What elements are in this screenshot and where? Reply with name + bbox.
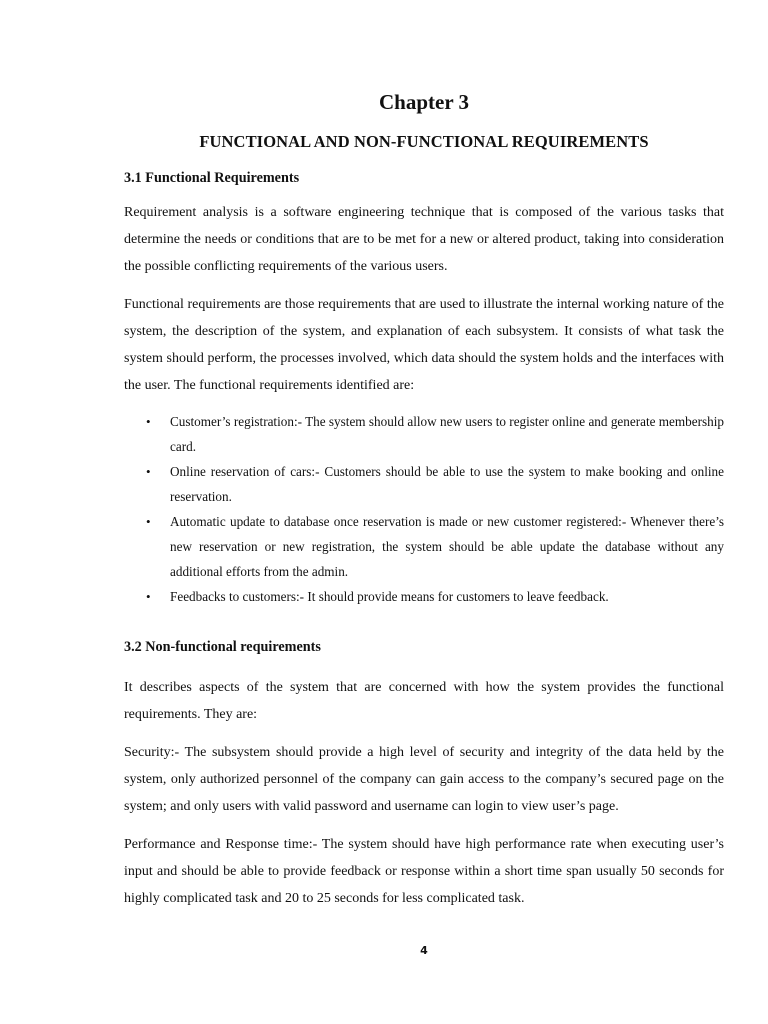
section-heading-functional: 3.1 Functional Requirements bbox=[124, 170, 300, 186]
security-label: Security:- bbox=[124, 745, 180, 760]
paragraph-performance: Performance and Response time:- The system should have high performance rate when executing user’s input and should be able to provide feedback or response within a short time span usually 50 seconds for highly complicated task and 20 to 25 seconds for less complicated task. bbox=[124, 837, 724, 906]
paragraph-requirement-analysis: Requirement analysis is a software engineering technique that is composed of the various tasks that determine the needs or conditions that are to be met for a new or altered product, taking into consideration the possible conflicting requirements of the various users. bbox=[124, 205, 724, 274]
list-item bbox=[146, 584, 724, 609]
list-item bbox=[146, 409, 724, 459]
page-content bbox=[124, 168, 724, 912]
bullet-icon: • bbox=[146, 589, 151, 604]
security-text: The subsystem should provide a high level of security and integrity of the data held by the system, only authorized personnel of the company can gain access to the company’s secured page on the system; and only users with valid password and username can login to view user’s page. bbox=[124, 745, 724, 814]
paragraph-non-functional-intro: It describes aspects of the system that are concerned with how the system provides the functional requirements. They are: bbox=[124, 680, 724, 722]
page-number: 4 bbox=[420, 944, 428, 957]
chapter-heading: FUNCTIONAL AND NON-FUNCTIONAL REQUIREMENTS bbox=[199, 132, 649, 151]
paragraph-security bbox=[124, 739, 724, 820]
bullet-icon: • bbox=[146, 464, 151, 479]
list-item-text: Customer’s registration:- The system should allow new users to register online and generate membership card. bbox=[170, 414, 724, 454]
list-item-text: Online reservation of cars:- Customers should be able to use the system to make booking and online reservation. bbox=[170, 464, 724, 504]
bullet-icon: • bbox=[146, 514, 151, 529]
list-item bbox=[146, 459, 724, 509]
list-item-text: Automatic update to database once reservation is made or new customer registered:- Whenever there’s new reservation or new registration, the system should be able update the database without any additional efforts from the admin. bbox=[170, 514, 724, 579]
list-item-text: Feedbacks to customers:- It should provide means for customers to leave feedback. bbox=[170, 589, 609, 604]
paragraph-functional-requirements: Functional requirements are those requirements that are used to illustrate the internal working nature of the system, the description of the system, and explanation of each subsystem. It consists of what task the system should perform, the processes involved, which data should the system holds and the interfaces with the user. The functional requirements identified are: bbox=[124, 297, 724, 393]
list-item bbox=[146, 509, 724, 584]
functional-requirements-list bbox=[124, 409, 724, 609]
chapter-title: Chapter 3 bbox=[378, 90, 470, 114]
bullet-icon: • bbox=[146, 414, 151, 429]
section-heading-non-functional: 3.2 Non-functional requirements bbox=[124, 639, 321, 655]
